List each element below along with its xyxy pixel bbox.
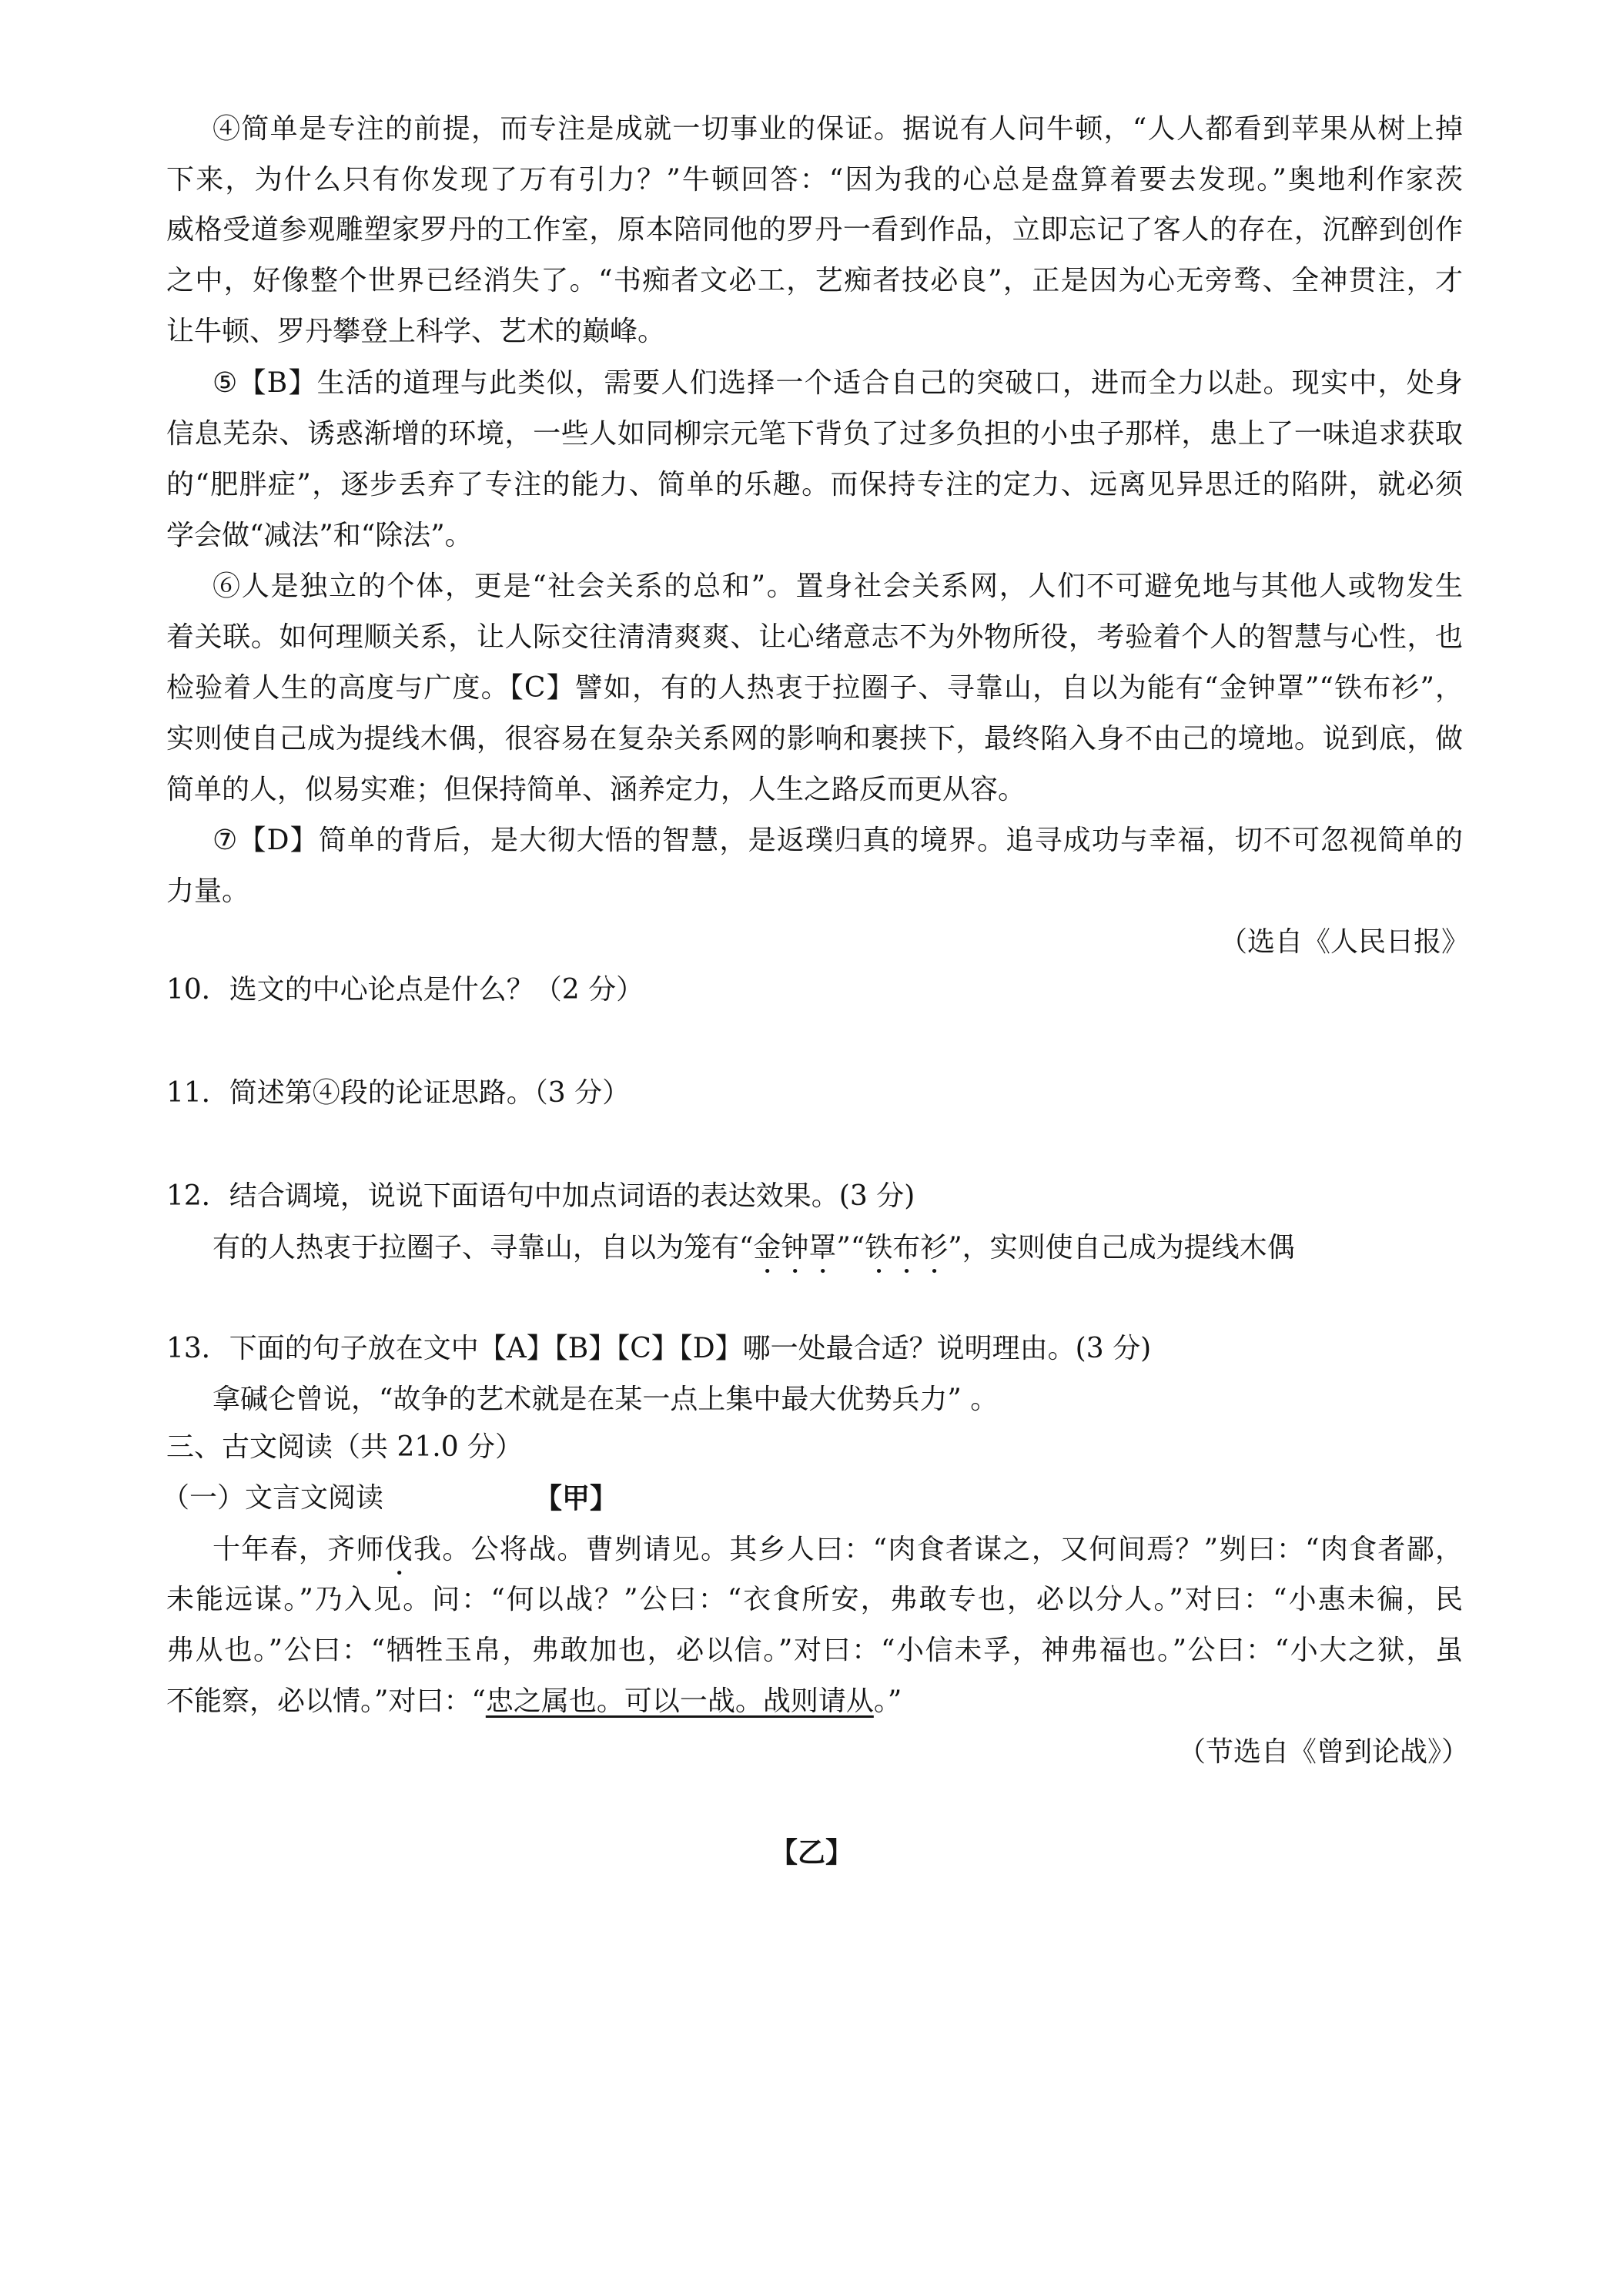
question-11: 11．简述第④段的论证思路。（3 分） <box>166 1077 631 1109</box>
dotted-char-fa: 伐 <box>384 1534 414 1565</box>
para4-line3: 威格受道参观雕塑家罗丹的工作室，原本陪同他的罗丹一看到作品，立即忘记了客人的存在，沉醉到创作 <box>166 214 1463 246</box>
para5-line2: 信息芜杂、诱惑渐增的环境，一些人如同柳宗元笔下背负了过多负担的小虫子那样，患上了一味追求获取 <box>166 418 1463 450</box>
para4-line1: ④简单是专注的前提，而专注是成就一切事业的保证。据说有人问牛顿，“人人都看到苹果从树上掉 <box>212 113 1463 145</box>
para6-line1: ⑥人是独立的个体，更是“社会关系的总和”。置身社会关系网，人们不可避免地与其他人或物发生 <box>212 571 1463 602</box>
source-people-daily: （选自《人民日报》 <box>1219 926 1469 958</box>
underlined-sentence: 忠之属也。可以一战。战则请从 <box>485 1685 874 1717</box>
para5-line3: 的“肥胖症”，逐步丢弃了专注的能力、简单的乐趣。而保持专注的定力、远离见异思迁的陷阱，就必须 <box>166 469 1463 500</box>
question-13-title: 13．下面的句子放在文中【A】【B】【C】【D】哪一处最合适？说明理由。(3 分) <box>166 1333 1152 1364</box>
question-12-title: 12．结合调境，说说下面语句中加点词语的表达效果。(3 分) <box>166 1180 915 1212</box>
question-10: 10．选文的中心论点是什么？（2 分） <box>166 974 644 1006</box>
classical-line2: 未能远谋。”乃入见。问：“何以战？”公曰：“衣食所安，弗敢专也，必以分人。”对曰：“小惠未徧，民 <box>166 1584 1463 1615</box>
classical-line4: 不能察，必以情。”对曰：“忠之属也。可以一战。战则请从。” <box>166 1685 902 1717</box>
section-3-heading: 三、古文阅读（共 21.0 分） <box>166 1431 524 1463</box>
para4-line4: 之中，好像整个世界已经消失了。“书痴者文必工，艺痴者技必良”，正是因为心无旁骛、全神贯注，才 <box>166 265 1463 296</box>
dotted-word-jinzhongzhao: 金钟罩 <box>753 1232 837 1263</box>
question-12-sentence: 有的人热衷于拉圈子、寻靠山，自以为笼有“金钟罩”“铁布衫”，实则使自己成为提线木偶 <box>212 1232 1295 1263</box>
dotted-word-tiebushan: 铁布衫 <box>865 1232 949 1263</box>
text-jia-marker: 【甲】 <box>534 1482 618 1514</box>
para6-line5: 简单的人，似易实难；但保持简单、涵养定力，人生之路反而更从容。 <box>166 774 1026 805</box>
text-yi-marker: 【乙】 <box>769 1836 853 1869</box>
para6-line3: 检验着人生的高度与广度。【C】譬如，有的人热衷于拉圈子、寻靠山，自以为能有“金钟罩”“铁布衫”， <box>166 672 1463 704</box>
para5-line4: 学会做“减法”和“除法”。 <box>166 520 473 551</box>
para7-line2: 力量。 <box>166 875 250 907</box>
question-13-sentence: 拿碱仑曾说，“故争的艺术就是在某一点上集中最大优势兵力” 。 <box>212 1384 999 1415</box>
para4-line2: 下来，为什么只有你发现了万有引力？”牛顿回答：“因为我的心总是盘算着要去发现。”奥地利作家茨 <box>166 164 1463 196</box>
subsection-1-label: （一）文言文阅读 <box>162 1482 384 1514</box>
para6-line4: 实则使自己成为提线木偶，很容易在复杂关系网的影响和裹挟下，最终陷入身不由己的境地。说到底，做 <box>166 723 1463 755</box>
source-cao-gui: （节选自《曾到论战》） <box>1177 1736 1469 1768</box>
classical-line3: 弗从也。”公曰：“牺牲玉帛，弗敢加也，必以信。”对曰：“小信未孚，神弗福也。”公曰：“小大之狱，虽 <box>166 1635 1463 1666</box>
para6-line2: 着关联。如何理顺关系，让人际交往清清爽爽、让心绪意志不为外物所役，考验着个人的智慧与心性，也 <box>166 621 1463 653</box>
classical-line1: 十年春，齐师伐我。公将战。曹刿请见。其乡人曰：“肉食者谋之，又何间焉？”刿曰：“肉食者鄙， <box>212 1534 1463 1565</box>
para7-line1: ⑦【D】简单的背后，是大彻大悟的智慧，是返璞归真的境界。追寻成功与幸福，切不可忽视简单的 <box>212 825 1463 856</box>
para5-line1: ⑤【B】生活的道理与此类似，需要人们选择一个适合自己的突破口，进而全力以赴。现实中，处身 <box>212 367 1463 399</box>
para4-line5: 让牛顿、罗丹攀登上科学、艺术的巅峰。 <box>166 316 666 347</box>
